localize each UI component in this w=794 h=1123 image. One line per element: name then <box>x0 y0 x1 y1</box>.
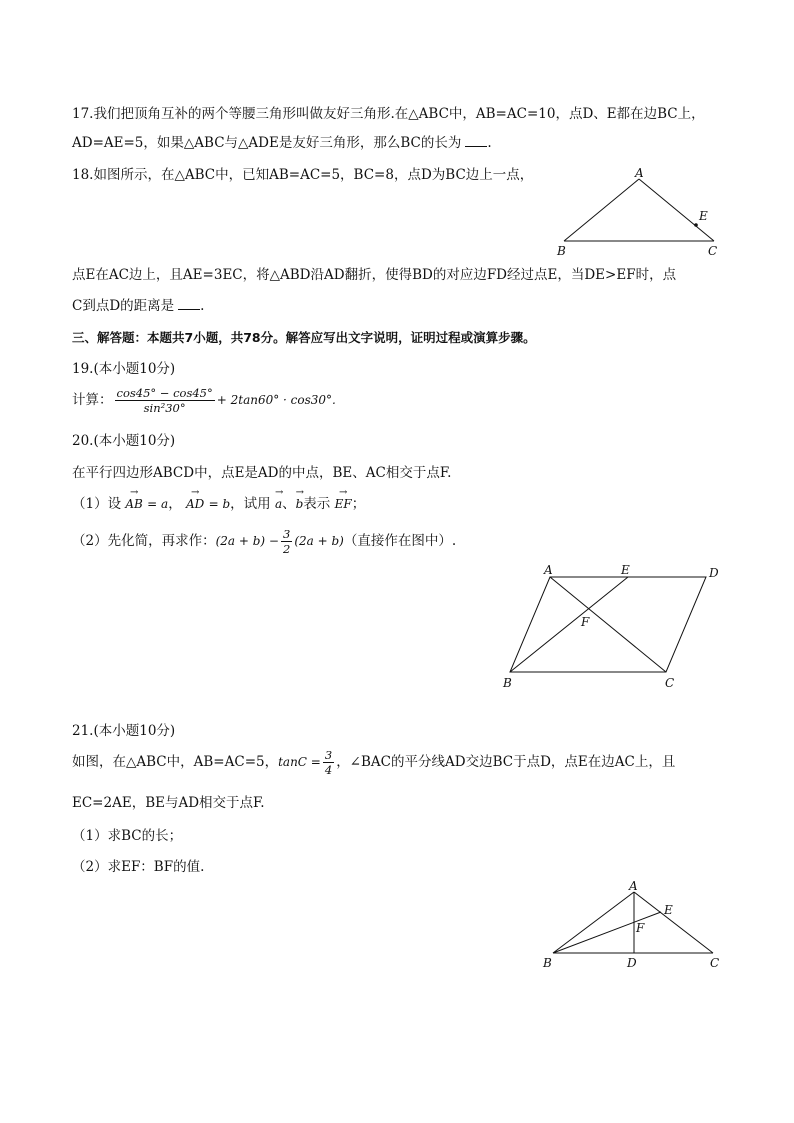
q19-fraction <box>115 386 215 415</box>
label-c: C <box>665 676 675 690</box>
q18-figure <box>550 165 730 260</box>
label-a: A <box>635 166 644 180</box>
q19-tail: + 2tan60° · cos30°. <box>216 393 336 407</box>
label-f: F <box>636 921 645 935</box>
label-a: A <box>629 879 638 893</box>
label-e: E <box>621 563 630 577</box>
vector-ad: → AD <box>186 494 204 514</box>
q17-line2-text: AD=AE=5，如果△ABC与△ADE是友好三角形，那么BC的长为 <box>72 135 462 151</box>
q20-p1-represent: 表示 <box>303 496 331 512</box>
segment-ab <box>553 892 634 953</box>
diagonal-ac <box>550 577 666 672</box>
q20-expr2: (2a + b) <box>294 534 344 548</box>
q19-prefix: 计算： <box>72 392 113 408</box>
q20-expr1: (2a + b) − <box>215 534 279 548</box>
q20-part1 <box>72 494 365 514</box>
q20-p1-dun: 、 <box>282 496 296 512</box>
q17-line2 <box>72 133 492 153</box>
q21-frac-num: 3 <box>324 748 333 762</box>
label-d: D <box>627 956 637 970</box>
answer-blank <box>178 297 200 310</box>
q18-line3-text: C到点D的距离是 <box>72 298 175 314</box>
q20-p1-end: ； <box>351 496 366 512</box>
label-b: B <box>503 676 512 690</box>
q21-part1: （1）求BC的长； <box>72 828 183 844</box>
q21-line1 <box>72 748 675 777</box>
q20-frac-den: 2 <box>282 542 291 556</box>
q18-line2: 点E在AC边上，且AE=3EC，将△ABD沿AD翻折，使得BD的对应边FD经过点E，当DE>EF时，点 <box>72 267 677 283</box>
label-d: D <box>709 566 719 580</box>
q18-line1: 18.如图所示，在△ABC中，已知AB=AC=5，BC=8，点D为BC边上一点， <box>72 167 534 183</box>
q21-line1-a: 如图，在△ABC中，AB=AC=5， <box>72 754 279 770</box>
q21-part2: （2）求EF：BF的值. <box>72 859 205 875</box>
label-b: B <box>557 244 566 258</box>
vector-ab: → AB <box>125 494 142 514</box>
answer-blank <box>465 134 487 147</box>
q18-end: . <box>200 298 205 314</box>
segment-ab <box>564 179 639 241</box>
q21-line1-b: ，∠BAC的平分线AD交边BC于点D，点E在边AC上，且 <box>336 754 676 770</box>
q20-p1-mid: ，试用 <box>230 496 271 512</box>
vector-a: → a <box>275 494 282 514</box>
vector-b: → b <box>296 494 304 514</box>
q19-denominator: sin²30° <box>143 401 186 415</box>
q21-line2: EC=2AE，BE与AD相交于点F. <box>72 795 265 811</box>
q17-end: . <box>487 135 492 151</box>
label-e: E <box>664 903 673 917</box>
q20-p2-prefix: （2）先化简，再求作： <box>72 533 216 549</box>
vector-b-eq: = b <box>208 497 231 511</box>
q21-tan: tanC = <box>278 755 321 769</box>
segment-be <box>553 912 661 953</box>
q18-line3 <box>72 296 204 316</box>
q20-frac-num: 3 <box>282 527 291 541</box>
q20-part2 <box>72 527 456 556</box>
q19-numerator: cos45° − cos45° <box>116 386 213 400</box>
vector-a-eq: = a <box>147 497 169 511</box>
q20-p1-prefix: （1）设 <box>72 496 122 512</box>
q21-frac-den: 4 <box>324 763 333 777</box>
q19-head: 19.(本小题10分) <box>72 361 176 377</box>
q21-head: 21.(本小题10分) <box>72 723 176 739</box>
q20-p2-suffix: （直接作在图中）. <box>343 533 457 549</box>
q19-expression <box>72 386 336 415</box>
segment-be <box>510 577 628 672</box>
q21-triangle-figure <box>538 875 728 975</box>
segment-ac <box>634 892 713 953</box>
label-b: B <box>543 956 552 970</box>
vector-ef: → EF <box>335 494 352 514</box>
q17-line1: 17.我们把顶角互补的两个等腰三角形叫做友好三角形.在△ABC中，AB=AC=10，点D、E都在边BC上， <box>72 106 705 122</box>
q20-fraction <box>281 527 292 556</box>
q20-p1-sep: ， <box>168 496 182 512</box>
q20-stem: 在平行四边形ABCD中，点E是AD的中点，BE、AC相交于点F. <box>72 465 452 481</box>
label-e: E <box>699 209 708 223</box>
label-c: C <box>708 244 718 258</box>
q20-head: 20.(本小题10分) <box>72 433 176 449</box>
point-e-dot <box>694 223 698 227</box>
label-c: C <box>710 956 720 970</box>
section-heading: 三、解答题：本题共7小题，共78分。解答应写出文字说明，证明过程或演算步骤。 <box>72 330 536 345</box>
q20-parallelogram-figure <box>495 560 735 695</box>
label-f: F <box>581 615 590 629</box>
label-a: A <box>544 563 553 577</box>
q21-fraction <box>323 748 334 777</box>
